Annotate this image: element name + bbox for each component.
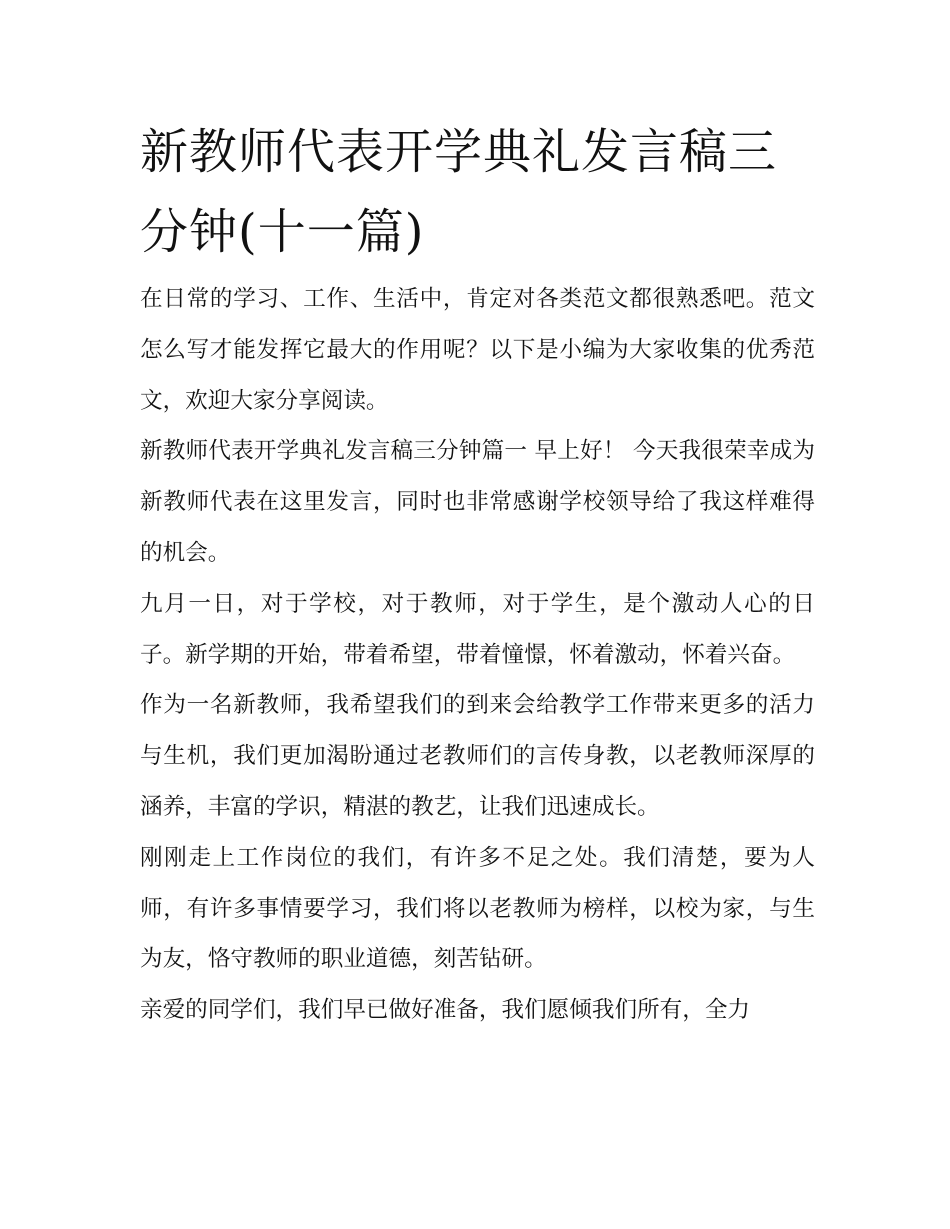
paragraph-greeting: 新教师代表开学典礼发言稿三分钟篇一 早上好！ 今天我很荣幸成为新教师代表在这里发言，同时也非常感谢学校领导给了我这样难得的机会。 — [140, 438, 815, 566]
paragraph-new-teacher: 作为一名新教师，我希望我们的到来会给教学工作带来更多的活力与生机，我们更加渴盼通过老教师们的言传身教，以老教师深厚的涵养，丰富的学识，精湛的教艺，让我们迅速成长。 — [140, 692, 815, 820]
paragraph-learning: 刚刚走上工作岗位的我们，有许多不足之处。我们清楚，要为人师，有许多事情要学习，我们将以老教师为榜样，以校为家，与生为友，恪守教师的职业道德，刻苦钻研。 — [140, 844, 815, 973]
document-title: 新教师代表开学典礼发言稿三分钟(十一篇) — [140, 124, 778, 260]
paragraph-intro: 在日常的学习、工作、生活中，肯定对各类范文都很熟悉吧。范文怎么写才能发挥它最大的作用呢？以下是小编为大家收集的优秀范文，欢迎大家分享阅读。 — [140, 286, 815, 414]
paragraph-september: 九月一日，对于学校，对于教师，对于学生，是个激动人心的日子。新学期的开始，带着希望，带着憧憬，怀着激动，怀着兴奋。 — [140, 590, 815, 668]
paragraph-students: 亲爱的同学们，我们早已做好准备，我们愿倾我们所有，全力 — [140, 997, 751, 1024]
document-body — [140, 274, 815, 1036]
